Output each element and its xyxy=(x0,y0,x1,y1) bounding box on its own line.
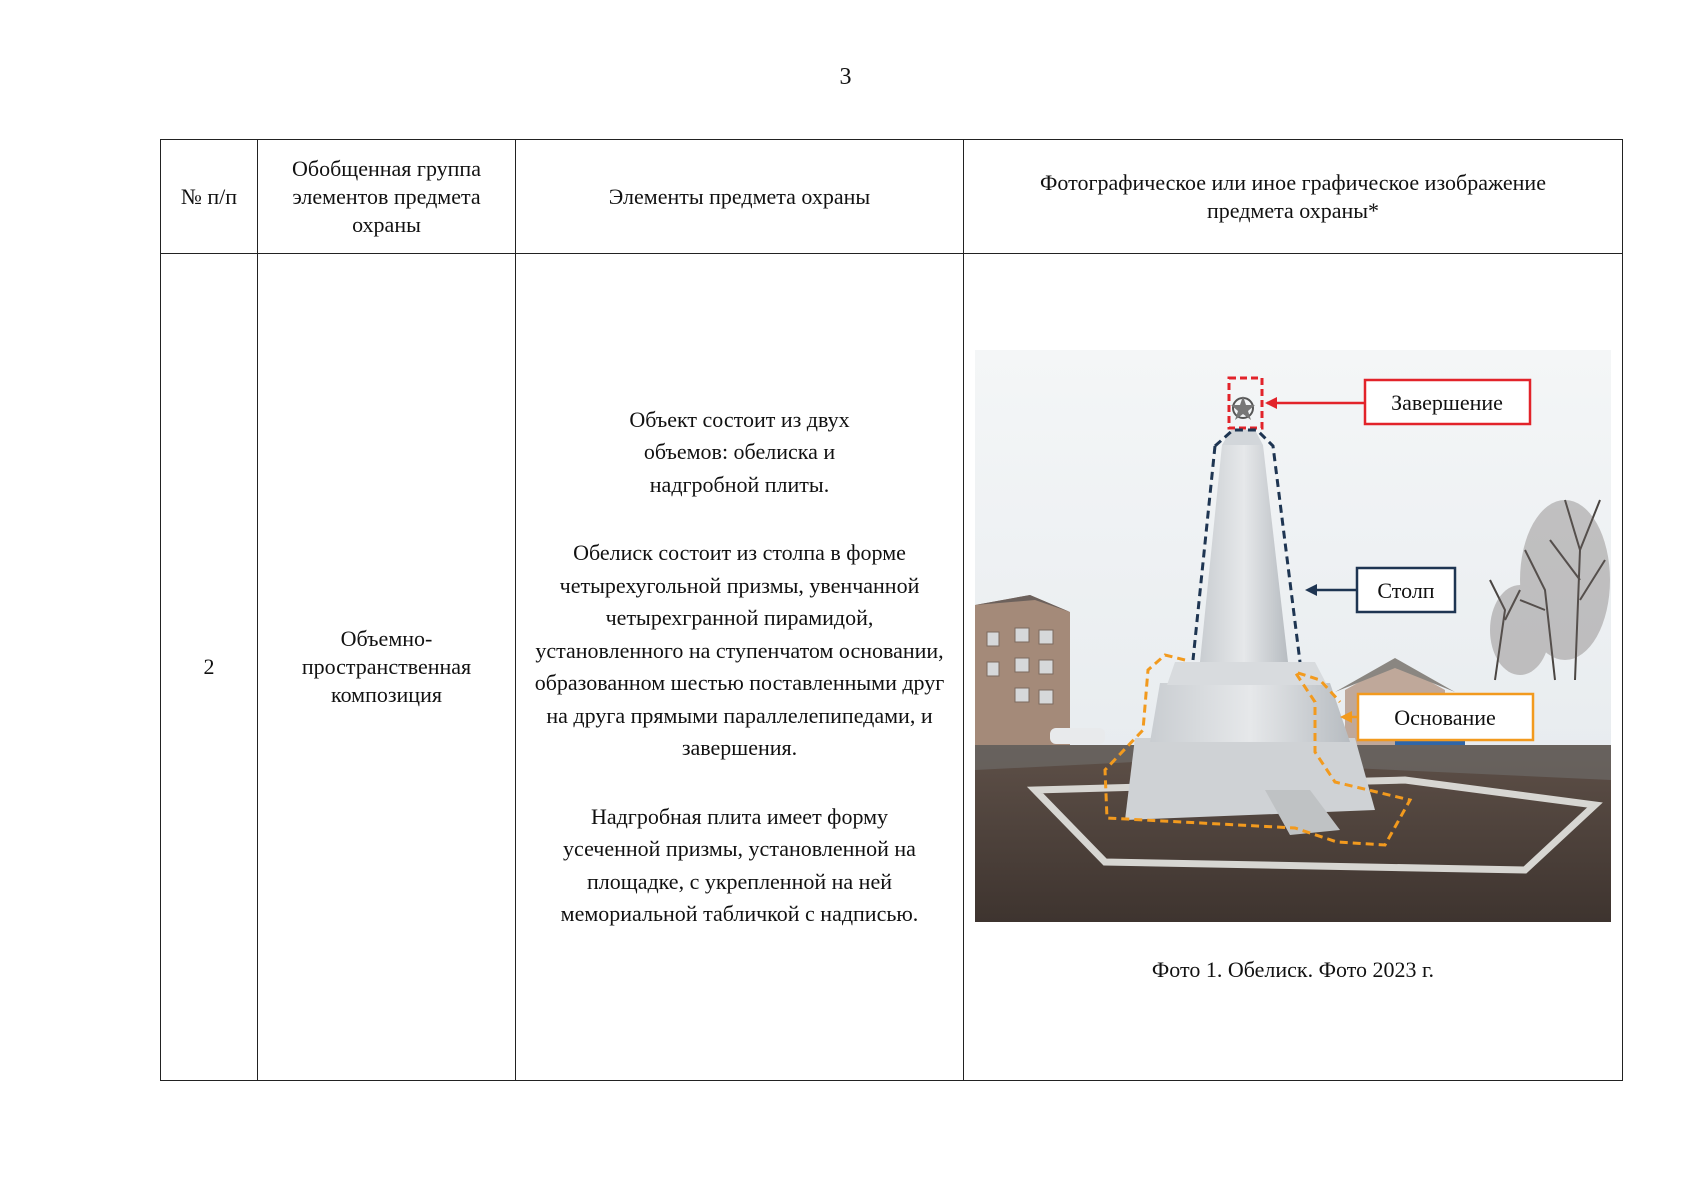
row-number: 2 xyxy=(161,254,258,1081)
elements-paragraph-2: Обелиск состоит из столпа в форме четырехугольной призмы, увенчанной четырехгранной пирамидой, установленного на ступенчатом основании, образованном шестью поставленными друг на друга прямыми параллелепипедами, и завершения. xyxy=(534,540,945,760)
photo-caption: Фото 1. Обелиск. Фото 2023 г. xyxy=(1151,957,1435,982)
elements-paragraph-3: Надгробная плита имеет форму усеченной призмы, установленной на площадке, с укрепленной на ней мемориальной табличкой с надписью. xyxy=(560,803,919,926)
protection-table xyxy=(160,139,1623,1081)
header-group: Обобщенная группа элементов предмета охраны xyxy=(258,140,516,254)
header-number: № п/п xyxy=(161,140,258,254)
row-photo xyxy=(964,254,1623,1081)
elements-paragraph-1: Объект состоит из двух объемов: обелиска и надгробной плиты. xyxy=(629,406,850,497)
table-row xyxy=(161,254,1623,1081)
page-number: 3 xyxy=(839,64,852,90)
label-bottom: Основание xyxy=(1394,705,1496,730)
label-middle: Столп xyxy=(1377,578,1435,603)
table-header-row xyxy=(161,140,1623,254)
obelisk-photo xyxy=(975,350,1611,922)
row-elements xyxy=(516,254,964,1081)
header-elements: Элементы предмета охраны xyxy=(516,140,964,254)
header-photo: Фотографическое или иное графическое изображение предмета охраны* xyxy=(964,140,1623,254)
row-group: Объемно-пространственная композиция xyxy=(258,254,516,1081)
label-top: Завершение xyxy=(1391,390,1503,415)
